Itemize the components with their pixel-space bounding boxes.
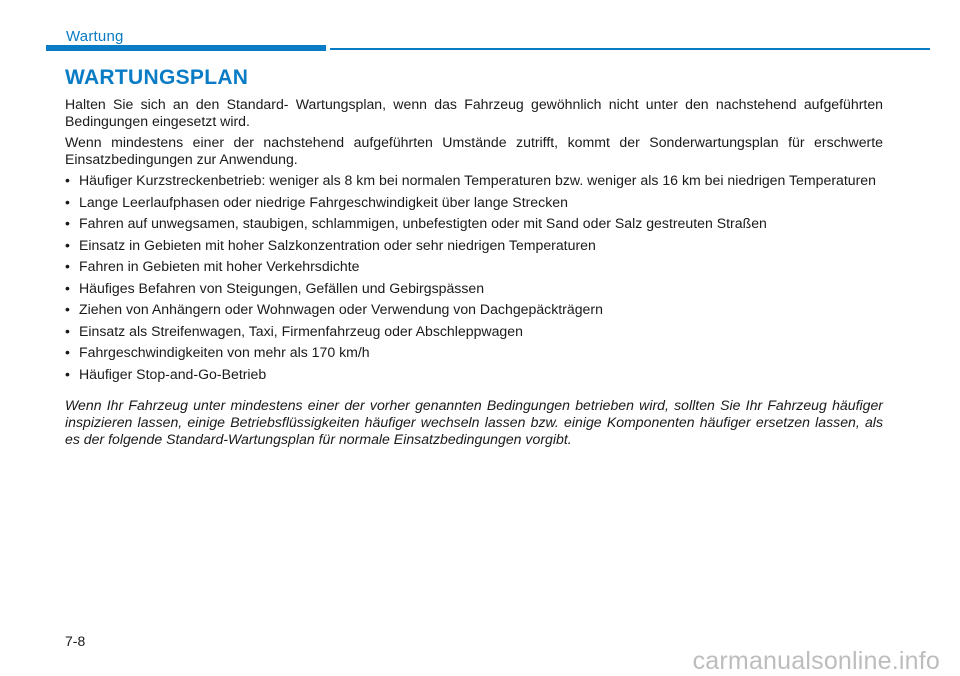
list-item [65, 172, 883, 189]
bullet-icon: • [65, 365, 70, 382]
list-item [65, 215, 883, 232]
note-paragraph: Wenn Ihr Fahrzeug unter mindestens einer der vorher genannten Bedingungen betrieben wird, sollten Sie Ihr Fahrzeug häufiger inspizieren lassen, einige Betriebsflüssigkeiten häufiger wechseln lassen bzw. einige Komponenten häufiger ersetzen lassen, als es der folgende Standard-Wartungsplan für normale Einsatzbedingungen vorgibt. [65, 396, 883, 447]
bullet-icon: • [65, 322, 70, 339]
section-header-label: Wartung [66, 28, 124, 45]
list-item-text: Lange Leerlaufphasen oder niedrige Fahrgeschwindigkeit über lange Strecken [79, 193, 568, 210]
bullet-icon: • [65, 215, 70, 231]
list-item [65, 237, 883, 254]
header-rule-thin [330, 48, 930, 50]
bullet-icon: • [65, 236, 70, 253]
list-item-text: Häufiger Stop-and-Go-Betrieb [79, 365, 267, 382]
conditions-list [65, 172, 883, 383]
list-item [65, 301, 883, 318]
list-item-text: Häufiger Kurzstreckenbetrieb: weniger als 8 km bei normalen Temperaturen bzw. weniger als 16 km bei niedrigen Temperaturen [79, 172, 876, 188]
bullet-icon: • [65, 193, 70, 210]
list-item [65, 194, 883, 211]
list-item [65, 258, 883, 275]
list-item-text: Häufiges Befahren von Steigungen, Gefällen und Gebirgspässen [79, 279, 485, 296]
list-item-text: Fahrgeschwindigkeiten von mehr als 170 km/h [79, 344, 370, 360]
list-item [65, 323, 883, 340]
list-item [65, 366, 883, 383]
list-item [65, 344, 883, 361]
list-item-text: Ziehen von Anhängern oder Wohnwagen oder Verwendung von Dachgepäckträgern [79, 301, 603, 317]
page-title: WARTUNGSPLAN [65, 66, 249, 89]
content-body [65, 96, 883, 452]
header-rule-thick [46, 45, 326, 51]
watermark-text: carmanualsonline.info [692, 647, 940, 675]
list-item [65, 280, 883, 297]
intro-paragraph-2: Wenn mindestens einer der nachstehend aufgeführten Umstände zutrifft, kommt der Sonderwartungsplan für erschwerte Einsatzbedingungen zur Anwendung. [65, 134, 883, 167]
list-item-text: Einsatz als Streifenwagen, Taxi, Firmenfahrzeug oder Abschleppwagen [79, 322, 523, 339]
bullet-icon: • [65, 279, 70, 296]
bullet-icon: • [65, 301, 70, 317]
page-number: 7-8 [65, 633, 86, 649]
list-item-text: Einsatz in Gebieten mit hoher Salzkonzentration oder sehr niedrigen Temperaturen [79, 236, 596, 253]
bullet-icon: • [65, 172, 70, 188]
list-item-text: Fahren in Gebieten mit hoher Verkehrsdichte [79, 258, 360, 274]
bullet-icon: • [65, 258, 70, 274]
bullet-icon: • [65, 344, 70, 360]
list-item-text: Fahren auf unwegsamen, staubigen, schlammigen, unbefestigten oder mit Sand oder Salz gestreuten Straßen [79, 215, 767, 231]
intro-paragraph-1: Halten Sie sich an den Standard- Wartungsplan, wenn das Fahrzeug gewöhnlich nicht unter den nachstehend aufgeführten Bedingungen eingesetzt wird. [65, 96, 883, 129]
